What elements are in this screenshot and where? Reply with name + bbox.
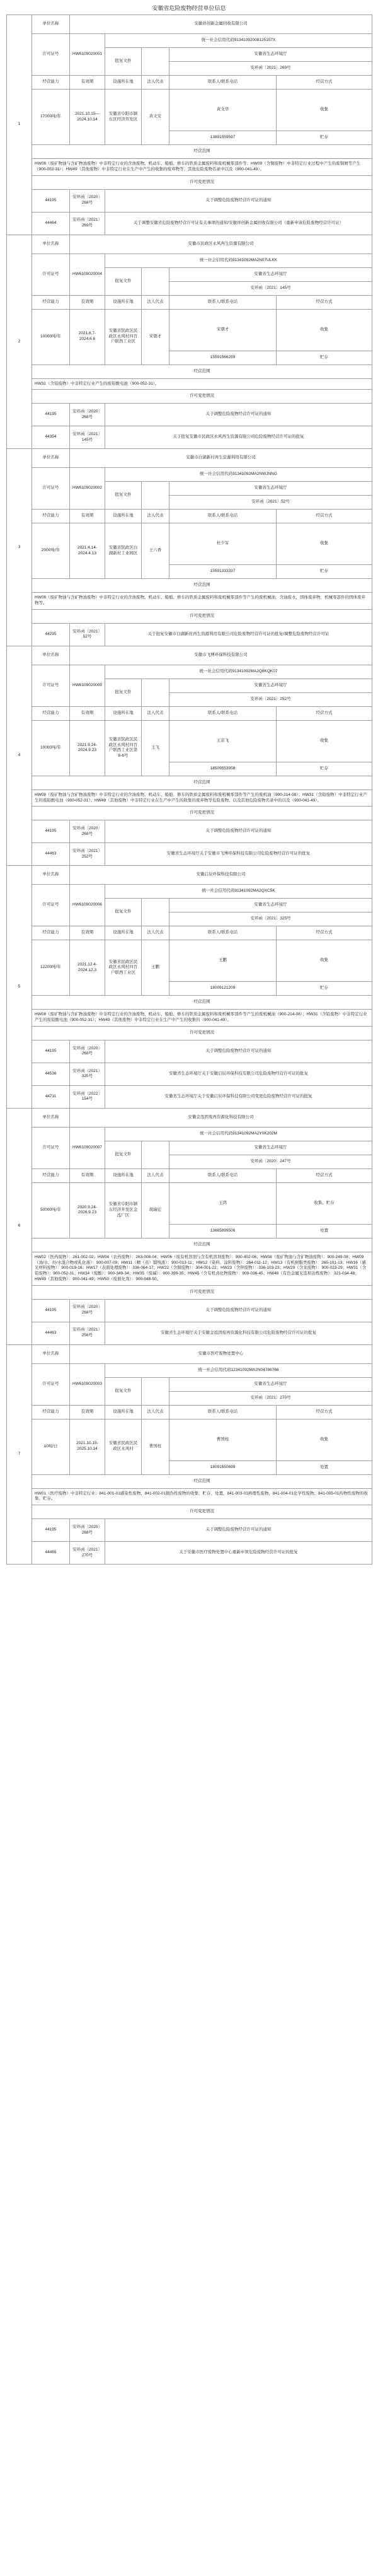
validity-value: 2021.10.15-2025.10.14 <box>70 1419 105 1474</box>
legal-rep-value: 王飞 <box>142 720 169 776</box>
label-unit-name: 单位名称 <box>32 646 70 665</box>
change-code: 44354 <box>32 426 70 449</box>
change-doc: 安环函〔2021〕269号 <box>70 212 105 235</box>
unit-name: 安徽金泓固废再资源化科技有限公司 <box>70 1108 372 1127</box>
approval-no: 安环函〔2021〕325号 <box>169 912 372 926</box>
approval-blank <box>142 48 169 76</box>
change-code: 44195 <box>32 820 70 843</box>
license-row <box>7 1127 372 1141</box>
legal-rep-value: 胡瑞宏 <box>142 1182 169 1238</box>
unit-seq-number: 4 <box>7 646 32 866</box>
legal-rep-value: 宋朝才 <box>142 309 169 364</box>
header-location: 设施所在地 <box>105 295 142 309</box>
change-text: 关于调整危险废物经营许可证的通知 <box>105 1040 372 1063</box>
change-row <box>7 1040 372 1063</box>
label-approval-doc: 批复文件 <box>105 48 142 76</box>
method-value-2: 贮存 <box>277 131 372 145</box>
col-header-row <box>7 706 372 720</box>
change-text: 关于调整安徽省危险废物经营许可证有关事项的通知/安徽祥创新金属回收有限公司（重新申请危险废物经营许可证） <box>105 212 372 235</box>
scope-row <box>7 1010 372 1027</box>
header-contact: 联系人/联系电话 <box>169 706 277 720</box>
detail-row <box>7 309 372 351</box>
unit-name: 安徽启辰环保科技有限公司 <box>70 866 372 885</box>
scope-row <box>7 790 372 807</box>
header-contact: 联系人/联系电话 <box>169 926 277 940</box>
change-text: 关于调整危险废物经营许可证的通知 <box>105 820 372 843</box>
header-method: 经营方式 <box>277 1405 372 1419</box>
approval-blank <box>142 482 169 510</box>
label-unit-name: 单位名称 <box>32 866 70 885</box>
unit-name: 安徽市医疗废物处置中心 <box>70 1344 372 1363</box>
change-text: 安徽省生态环境厅关于安徽市飞博环保科技有限公司危险废物经营许可证的批复 <box>105 843 372 866</box>
header-capacity: 经营能力 <box>32 926 70 940</box>
header-contact: 联系人/联系电话 <box>169 295 277 309</box>
col-header-row <box>7 1405 372 1419</box>
change-text: 关于批复安徽市白湖新村再生资源利用有限公司危险废物经营许可证的批复/调整危险废物经营许可证 <box>105 623 372 646</box>
contact-name: 杜少军 <box>169 523 277 565</box>
header-contact: 联系人/联系电话 <box>169 76 277 90</box>
header-location: 设施所在地 <box>105 510 142 523</box>
header-legal-rep: 法人代表 <box>142 1405 169 1419</box>
license-no: HW6109020007 <box>70 1127 105 1169</box>
approval-blank <box>142 1377 169 1405</box>
change-row <box>7 189 372 212</box>
label-license-no: 许可证号 <box>32 1363 70 1405</box>
license-row <box>7 1363 372 1377</box>
unit-seq-number: 5 <box>7 866 32 1109</box>
header-validity: 有效期 <box>70 295 105 309</box>
credit-code: 统一社会信用代码91341092MA2NWJNNG <box>105 468 372 482</box>
change-doc: 安环函〔2021〕325号 <box>70 1063 105 1085</box>
change-code: 44465 <box>32 1542 70 1565</box>
location-value: 安徽省民政区白湖新村工业园区 <box>105 523 142 579</box>
license-row <box>7 34 372 48</box>
change-doc: 安环函〔2020〕268号 <box>70 1299 105 1322</box>
unit-seq-number: 3 <box>7 449 32 646</box>
col-header-row <box>7 295 372 309</box>
method-value: 收集 <box>277 523 372 565</box>
scope-text: HW01（医疗废物）中非特定行业：841-001-01感染性废物、841-002-01损伤性废物的收集、贮存、处置，841-003-01病理性废物、841-004-01化学性废物、841-005-01药物性废物的收集、贮存。 <box>32 1488 372 1505</box>
changes-header-row <box>7 175 372 189</box>
page-title: 安徽省危险废物经营单位信息 <box>152 5 226 11</box>
credit-code: 统一社会信用代码12341092MA2N04786766 <box>105 1363 372 1377</box>
credit-code: 统一社会信用代码91341092008125157X <box>105 34 372 48</box>
license-table <box>6 15 372 1565</box>
change-text: 关于调整危险废物经营许可证的通知 <box>105 1299 372 1322</box>
unit-name-row <box>7 449 372 468</box>
change-doc: 安环函〔2020〕268号 <box>70 404 105 426</box>
change-code: 44195 <box>32 189 70 212</box>
change-doc: 安环函〔2021〕270号 <box>70 1542 105 1565</box>
validity-value: 2021.6.7-2024.6.6 <box>70 309 105 364</box>
license-row <box>7 468 372 482</box>
label-unit-name: 单位名称 <box>32 235 70 254</box>
scope-text: HW31（含铅废物）中非特定行业产生的废铅酸电池（900-052-31）。 <box>32 378 372 390</box>
capacity-value: 10000吨/年 <box>32 720 70 776</box>
method-value: 收集 <box>277 90 372 131</box>
credit-code: 统一社会信用代码91341092MA2N07ULKK <box>105 254 372 267</box>
col-header-row <box>7 926 372 940</box>
header-scope: 经营范围 <box>32 996 372 1010</box>
scope-text: HW08（废矿物油与含矿物油废物）中非特定行业的含油废物。机动车、船舶、修车的铁质金属废料和废机械零部件等产生的废机械油，含油废水，固体废弃物，机械零部件的固体废弃物等。 <box>32 593 372 610</box>
label-unit-name: 单位名称 <box>32 449 70 468</box>
change-doc: 安环函〔2021〕52号 <box>70 623 105 646</box>
contact-name: 王鸿 <box>169 1182 277 1224</box>
unit-name-row <box>7 1108 372 1127</box>
header-legal-rep: 法人代表 <box>142 926 169 940</box>
label-license-no: 许可证号 <box>32 665 70 706</box>
approval-issuer: 安徽省生态环境厅 <box>169 1141 372 1155</box>
header-changes: 许可变更情况 <box>32 1026 372 1040</box>
header-capacity: 经营能力 <box>32 1405 70 1419</box>
change-row <box>7 1519 372 1542</box>
license-no: HW6109020004 <box>70 254 105 295</box>
unit-seq-number: 1 <box>7 15 32 235</box>
header-changes: 许可变更情况 <box>32 609 372 623</box>
capacity-value: 50000吨/年 <box>32 1182 70 1238</box>
header-validity: 有效期 <box>70 76 105 90</box>
approval-blank <box>142 899 169 926</box>
changes-header-row <box>7 1505 372 1519</box>
legal-rep-value: 曹国柱 <box>142 1419 169 1474</box>
label-approval-doc: 批复文件 <box>105 482 142 510</box>
change-row <box>7 404 372 426</box>
detail-row <box>7 523 372 565</box>
method-value: 收集 <box>277 309 372 351</box>
header-method: 经营方式 <box>277 76 372 90</box>
unit-name-row <box>7 646 372 665</box>
change-doc: 安环函〔2021〕256号 <box>70 1322 105 1344</box>
contact-phone: 18091550699 <box>169 1460 277 1474</box>
change-row <box>7 623 372 646</box>
header-location: 设施所在地 <box>105 1169 142 1182</box>
method-value-2: 贮存 <box>277 762 372 776</box>
header-location: 设施所在地 <box>105 706 142 720</box>
contact-phone: 18509553958 <box>169 762 277 776</box>
col-header-row <box>7 1169 372 1182</box>
license-row <box>7 665 372 679</box>
scope-header-row <box>7 996 372 1010</box>
license-no: HW6109020001 <box>70 34 105 76</box>
location-value: 安徽省民政区民政区永风村四百户联西工业区 <box>105 309 142 364</box>
unit-name: 安徽市飞博环保科技有限公司 <box>70 646 372 665</box>
header-method: 经营方式 <box>277 706 372 720</box>
header-changes: 许可变更情况 <box>32 807 372 820</box>
detail-row <box>7 1419 372 1460</box>
header-changes: 许可变更情况 <box>32 1285 372 1299</box>
header-legal-rep: 法人代表 <box>142 295 169 309</box>
scope-header-row <box>7 579 372 593</box>
header-method: 经营方式 <box>277 295 372 309</box>
header-capacity: 经营能力 <box>32 76 70 90</box>
header-scope: 经营范围 <box>32 1474 372 1488</box>
unit-seq-number: 6 <box>7 1108 32 1344</box>
header-scope: 经营范围 <box>32 364 372 378</box>
scope-row <box>7 1252 372 1285</box>
changes-header-row <box>7 1026 372 1040</box>
scope-row <box>7 1488 372 1505</box>
capacity-value: 17000吨/年 <box>32 90 70 145</box>
scope-row <box>7 159 372 176</box>
legal-rep-value: 王六香 <box>142 523 169 579</box>
capacity-value: 12200吨/年 <box>32 940 70 996</box>
label-approval-doc: 批复文件 <box>105 1141 142 1169</box>
unit-name-row <box>7 15 372 34</box>
label-unit-name: 单位名称 <box>32 1344 70 1363</box>
header-method: 经营方式 <box>277 510 372 523</box>
location-value: 安徽省民政区民政区永风村四百户联西工业区第8-6号 <box>105 720 142 776</box>
change-code: 44195 <box>32 1040 70 1063</box>
change-doc: 安环函〔2020〕268号 <box>70 189 105 212</box>
approval-no: 安环函〔2021〕52号 <box>169 496 372 510</box>
license-no: HW6109020002 <box>70 468 105 510</box>
changes-header-row <box>7 807 372 820</box>
change-text: 安徽省生态环境厅关于安徽启辰环保科技有限公司危险废物经营许可证的批复 <box>105 1063 372 1085</box>
approval-issuer: 安徽省生态环境厅 <box>169 1377 372 1391</box>
header-scope: 经营范围 <box>32 1238 372 1252</box>
change-row <box>7 1542 372 1565</box>
header-legal-rep: 法人代表 <box>142 76 169 90</box>
header-legal-rep: 法人代表 <box>142 510 169 523</box>
change-code: 44295 <box>32 623 70 646</box>
changes-header-row <box>7 390 372 404</box>
label-approval-doc: 批复文件 <box>105 899 142 926</box>
approval-no: 安环函〔2020〕247号 <box>169 1155 372 1169</box>
method-value-2: 贮存 <box>277 982 372 996</box>
approval-issuer: 安徽省生态环境厅 <box>169 679 372 692</box>
validity-value: 2021.10.15—2024.10.14 <box>70 90 105 145</box>
header-location: 设施所在地 <box>105 1405 142 1419</box>
method-value: 收集 <box>277 1419 372 1460</box>
scope-text: HW02（医药废物）：261-002-02；HW04（农药废物）：263-008-04；HW06（废有机溶剂与含有机溶剂废物）：900-402-06；HW08（废矿物油与含矿物油废物）：900-249-08；HW09（油/水、烃/水混合物或乳化液）：900-007-09；HW11（精（蒸）馏残渣）：900-013-11；HW12（染料、涂料废物）：264-011-12；HW13（有机树脂类废物）：265-101-13；HW16（感光材料废物）：900-019-16；HW17（表面处理废物）：336-064-17；HW22（含铜废物）：304-001-22；HW23（含锌废物）：336-103-23；HW29（含汞废物）：900-023-29；HW31（含铅废物）：900-052-31；HW34（废酸）：900-349-34；HW35（废碱）：900-399-35；HW45（含有机卤化物废物）：900-036-45；HW48（有色金属采选和冶炼废物）：321-034-48；HW49（其他废物）：900-041-49；HW50（废催化剂）：900-048-50。 <box>32 1252 372 1285</box>
change-row <box>7 820 372 843</box>
scope-header-row <box>7 1474 372 1488</box>
method-value: 收集、贮存 <box>277 1182 372 1224</box>
label-unit-name: 单位名称 <box>32 15 70 34</box>
unit-seq-number: 2 <box>7 235 32 449</box>
header-scope: 经营范围 <box>32 145 372 159</box>
approval-no: 安环函〔2021〕252号 <box>169 692 372 706</box>
location-value: 安徽省阜阳市颍东区经济开发区 <box>105 90 142 145</box>
change-row <box>7 1063 372 1085</box>
change-code: 44463 <box>32 1322 70 1344</box>
scope-row <box>7 593 372 610</box>
change-code: 44195 <box>32 1299 70 1322</box>
scope-row <box>7 378 372 390</box>
capacity-value: 2000吨/年 <box>32 523 70 579</box>
header-capacity: 经营能力 <box>32 1169 70 1182</box>
change-code: 44464 <box>32 212 70 235</box>
change-doc: 安环函〔2020〕268号 <box>70 1519 105 1542</box>
header-location: 设施所在地 <box>105 76 142 90</box>
approval-no: 安环函〔2021〕145号 <box>169 281 372 295</box>
header-validity: 有效期 <box>70 1405 105 1419</box>
header-location: 设施所在地 <box>105 926 142 940</box>
label-approval-doc: 批复文件 <box>105 267 142 295</box>
change-code: 44711 <box>32 1085 70 1108</box>
location-value: 安徽省民政区民政区永风村四百户联西工业区 <box>105 940 142 996</box>
unit-seq-number: 7 <box>7 1344 32 1565</box>
header-validity: 有效期 <box>70 706 105 720</box>
change-text: 关于调整危险废物经营许可证的通知 <box>105 1519 372 1542</box>
header-contact: 联系人/联系电话 <box>169 510 277 523</box>
header-capacity: 经营能力 <box>32 706 70 720</box>
approval-issuer: 安徽省生态环境厅 <box>169 48 372 62</box>
col-header-row <box>7 76 372 90</box>
contact-name: 王京飞 <box>169 720 277 762</box>
scope-header-row <box>7 1238 372 1252</box>
header-validity: 有效期 <box>70 1169 105 1182</box>
detail-row <box>7 90 372 131</box>
header-changes: 许可变更情况 <box>32 1505 372 1519</box>
change-code: 44463 <box>32 843 70 866</box>
label-license-no: 许可证号 <box>32 34 70 76</box>
credit-code: 统一社会信用代码91341092MA2Q8KQK07 <box>105 665 372 679</box>
header-scope: 经营范围 <box>32 579 372 593</box>
license-row <box>7 254 372 267</box>
scope-header-row <box>7 364 372 378</box>
method-value-2: 贮存 <box>277 351 372 364</box>
change-doc: 安环函〔2021〕145号 <box>70 426 105 449</box>
detail-row <box>7 940 372 982</box>
license-no: HW6109020003 <box>70 1363 105 1405</box>
detail-row <box>7 1182 372 1224</box>
change-code: 44536 <box>32 1063 70 1085</box>
contact-name: 宋朝才 <box>169 309 277 351</box>
scope-header-row <box>7 145 372 159</box>
change-text: 安徽省生态环境厅关于安徽启辰环保科技有限公司变更危险废物经营许可证的批复 <box>105 1085 372 1108</box>
method-value: 收集 <box>277 720 372 762</box>
contact-name: 黄文华 <box>169 90 277 131</box>
change-row <box>7 1322 372 1344</box>
approval-issuer: 安徽省生态环境厅 <box>169 267 372 281</box>
detail-row <box>7 720 372 762</box>
method-value-2: 处置 <box>277 1460 372 1474</box>
approval-no: 安环函〔2021〕269号 <box>169 62 372 76</box>
header-scope: 经营范围 <box>32 776 372 790</box>
contact-phone: 15591566259 <box>169 351 277 364</box>
contact-phone: 18009121209 <box>169 982 277 996</box>
header-legal-rep: 法人代表 <box>142 706 169 720</box>
legal-rep-value: 黄文安 <box>142 90 169 145</box>
header-capacity: 经营能力 <box>32 510 70 523</box>
col-header-row <box>7 510 372 523</box>
header-capacity: 经营能力 <box>32 295 70 309</box>
change-text: 关于调整危险废物经营许可证的通知 <box>105 189 372 212</box>
change-doc: 安环函〔2022〕154号 <box>70 1085 105 1108</box>
contact-phone: 13665899506 <box>169 1224 277 1238</box>
approval-issuer: 安徽省生态环境厅 <box>169 899 372 912</box>
changes-header-row <box>7 1285 372 1299</box>
label-license-no: 许可证号 <box>32 468 70 510</box>
unit-name: 安徽祥创新金属回收有限公司 <box>70 15 372 34</box>
credit-code: 统一社会信用代码91341092MA2Y0K202M <box>105 1127 372 1141</box>
header-legal-rep: 法人代表 <box>142 1169 169 1182</box>
header-method: 经营方式 <box>277 1169 372 1182</box>
capacity-value: 10000吨/年 <box>32 309 70 364</box>
label-unit-name: 单位名称 <box>32 1108 70 1127</box>
change-text: 关于批复安徽市民政区永风再生资源有限公司危险废物经营许可证的批复 <box>105 426 372 449</box>
change-doc: 安环函〔2020〕268号 <box>70 1040 105 1063</box>
method-value: 收集 <box>277 940 372 982</box>
credit-code: 统一社会信用代码91341092MA2QXC5K <box>105 885 372 899</box>
capacity-value: 10吨/日 <box>32 1419 70 1474</box>
unit-name: 安徽市白湖新村再生资源利用有限公司 <box>70 449 372 468</box>
license-no: HW6109020006 <box>70 885 105 926</box>
change-doc: 安环函〔2021〕252号 <box>70 843 105 866</box>
approval-blank <box>142 267 169 295</box>
header-changes: 许可变更情况 <box>32 390 372 404</box>
unit-name-row <box>7 1344 372 1363</box>
change-row <box>7 212 372 235</box>
scope-text: HW08（废矿物油与含矿物油废物）中非特定行业的含油废物。机动车、船舶、修车的铁质金属废料和废机械零部件等产生的废机油（900-214-08）；HW31（含铅废物）中非特定行业产生的废铅酸电池（900-052-31）；HW49（其他废物）中非特定行业在生产中产生的收集的废弃物等危险废物。以及其他危险废物名录中的以及（900-041-49）。 <box>32 790 372 807</box>
contact-phone: 15591333337 <box>169 565 277 579</box>
changes-header-row <box>7 609 372 623</box>
unit-name-row <box>7 866 372 885</box>
approval-no: 安环函〔2021〕270号 <box>169 1391 372 1405</box>
label-license-no: 许可证号 <box>32 885 70 926</box>
change-text: 关于调整危险废物经营许可证的通知 <box>105 404 372 426</box>
scope-text: HW08（废矿物油与含矿物油废物）中非特定行业的含油废物。机动车、船舶、修车的铁质金属废料和废机械零部件等；HW09（含铜废物）中非特定行业过程中产生的废铜屑等产生（900-052-31）；HW49（其他废物）中非特定行业在生产中产生的收集的废弃物等；其他危险废物名录中以及（900-041-49）。 <box>32 159 372 176</box>
change-doc: 安环函〔2020〕268号 <box>70 820 105 843</box>
header-method: 经营方式 <box>277 926 372 940</box>
validity-value: 2021.12.4-2024.12.3 <box>70 940 105 996</box>
change-row <box>7 843 372 866</box>
validity-value: 2021.9.24-2024.9.23 <box>70 720 105 776</box>
legal-rep-value: 王鹏 <box>142 940 169 996</box>
contact-phone: 13891559597 <box>169 131 277 145</box>
header-contact: 联系人/联系电话 <box>169 1169 277 1182</box>
unit-name: 安徽市民政区永风再生资源有限公司 <box>70 235 372 254</box>
validity-value: 2020.9.24-2026.9.23 <box>70 1182 105 1238</box>
approval-blank <box>142 1141 169 1169</box>
scope-header-row <box>7 776 372 790</box>
label-license-no: 许可证号 <box>32 1127 70 1169</box>
label-approval-doc: 批复文件 <box>105 679 142 706</box>
change-row <box>7 1085 372 1108</box>
change-text: 安徽省生态环境厅关于安徽金泓固废再资源化科技有限公司危险废物经营许可证的批复 <box>105 1322 372 1344</box>
approval-issuer: 安徽省生态环境厅 <box>169 482 372 496</box>
change-row <box>7 1299 372 1322</box>
license-no: HW6109020005 <box>70 665 105 706</box>
header-contact: 联系人/联系电话 <box>169 1405 277 1419</box>
location-value: 安徽省阜阳市颍东经济开发区金泓厂区 <box>105 1182 142 1238</box>
location-value: 安徽省民政区民政区永风村 <box>105 1419 142 1474</box>
method-value-2: 贮存 <box>277 565 372 579</box>
license-row <box>7 885 372 899</box>
header-changes: 许可变更情况 <box>32 175 372 189</box>
change-code: 44195 <box>32 404 70 426</box>
scope-text: HW08（废矿物油与含矿物油废物）中非特定行业的含油废物。机动车、船舶、修车的铁质金属废料和废机械零部件等产生的废机械油（900-214-08）；HW31（含铅废物）中非特定行业产生的废铅酸电池（900-052-31）；HW49（其他废物）中非特定行业在生产中产生的收集的（900-041-49）。 <box>32 1010 372 1027</box>
label-approval-doc: 批复文件 <box>105 1377 142 1405</box>
unit-name-row <box>7 235 372 254</box>
contact-name: 王鹏 <box>169 940 277 982</box>
label-license-no: 许可证号 <box>32 254 70 295</box>
header-validity: 有效期 <box>70 510 105 523</box>
approval-blank <box>142 679 169 706</box>
change-row <box>7 426 372 449</box>
validity-value: 2021.4.14-2024.4.13 <box>70 523 105 579</box>
change-text: 关于安徽市医疗废物处置中心重新申领危险废物经营许可证的批复 <box>105 1542 372 1565</box>
method-value-2: 处置 <box>277 1224 372 1238</box>
contact-name: 曹国柱 <box>169 1419 277 1460</box>
header-validity: 有效期 <box>70 926 105 940</box>
change-code: 44195 <box>32 1519 70 1542</box>
